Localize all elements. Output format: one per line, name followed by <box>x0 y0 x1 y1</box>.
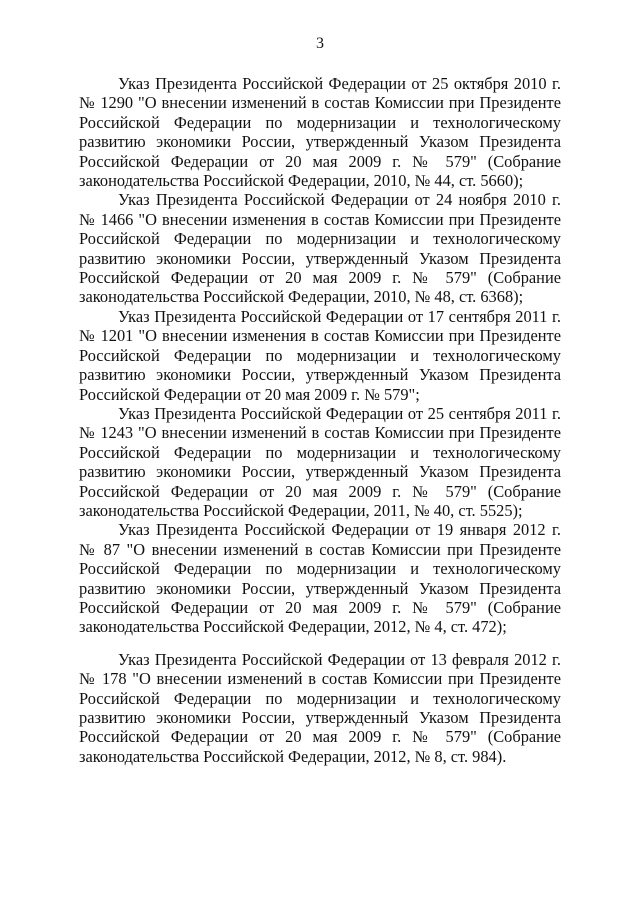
decree-paragraph-6: Указ Президента Российской Федерации от 13 февраля 2012 г. № 178 "О внесении изменений в состав Комиссии при Президенте Российской Федерации по модернизации и технологическому развитию экономики России, утвержденный Указом Президента Российской Федерации от 20 мая 2009 г. № 579" (Собрание законодательства Российской Федерации, 2012, № 8, ст. 984). <box>79 649 561 766</box>
decree-paragraph-5: Указ Президента Российской Федерации от 19 января 2012 г. № 87 "О внесении изменений в состав Комиссии при Президенте Российской Федерации по модернизации и технологическому развитию экономики России, утвержденный Указом Президента Российской Федерации от 20 мая 2009 г. № 579" (Собрание законодательства Российской Федерации, 2012, № 4, ст. 472); <box>79 520 561 637</box>
decree-paragraph-3: Указ Президента Российской Федерации от 17 сентября 2011 г. № 1201 "О внесении изменения в состав Комиссии при Президенте Российской Федерации по модернизации и технологическому развитию экономики России, утвержденный Указом Президента Российской Федерации от 20 мая 2009 г. № 579"; <box>79 306 561 404</box>
decree-paragraph-2: Указ Президента Российской Федерации от 24 ноября 2010 г. № 1466 "О внесении изменения в состав Комиссии при Президенте Российской Федерации по модернизации и технологическому развитию экономики России, утвержденный Указом Президента Российской Федерации от 20 мая 2009 г. № 579" (Собрание законодательства Российской Федерации, 2010, № 48, ст. 6368); <box>79 190 561 307</box>
decree-paragraph-4: Указ Президента Российской Федерации от 25 сентября 2011 г. № 1243 "О внесении изменений в состав Комиссии при Президенте Российской Федерации по модернизации и технологическому развитию экономики России, утвержденный Указом Президента Российской Федерации от 20 мая 2009 г. № 579" (Собрание законодательства Российской Федерации, 2011, № 40, ст. 5525); <box>79 403 561 520</box>
page-number: 3 <box>316 35 324 52</box>
paragraph-spacer <box>79 637 561 650</box>
document-body <box>79 74 561 766</box>
decree-paragraph-1: Указ Президента Российской Федерации от 25 октября 2010 г. № 1290 "О внесении изменений в состав Комиссии при Президенте Российской Федерации по модернизации и технологическому развитию экономики России, утвержденный Указом Президента Российской Федерации от 20 мая 2009 г. № 579" (Собрание законодательства Российской Федерации, 2010, № 44, ст. 5660); <box>79 74 561 191</box>
